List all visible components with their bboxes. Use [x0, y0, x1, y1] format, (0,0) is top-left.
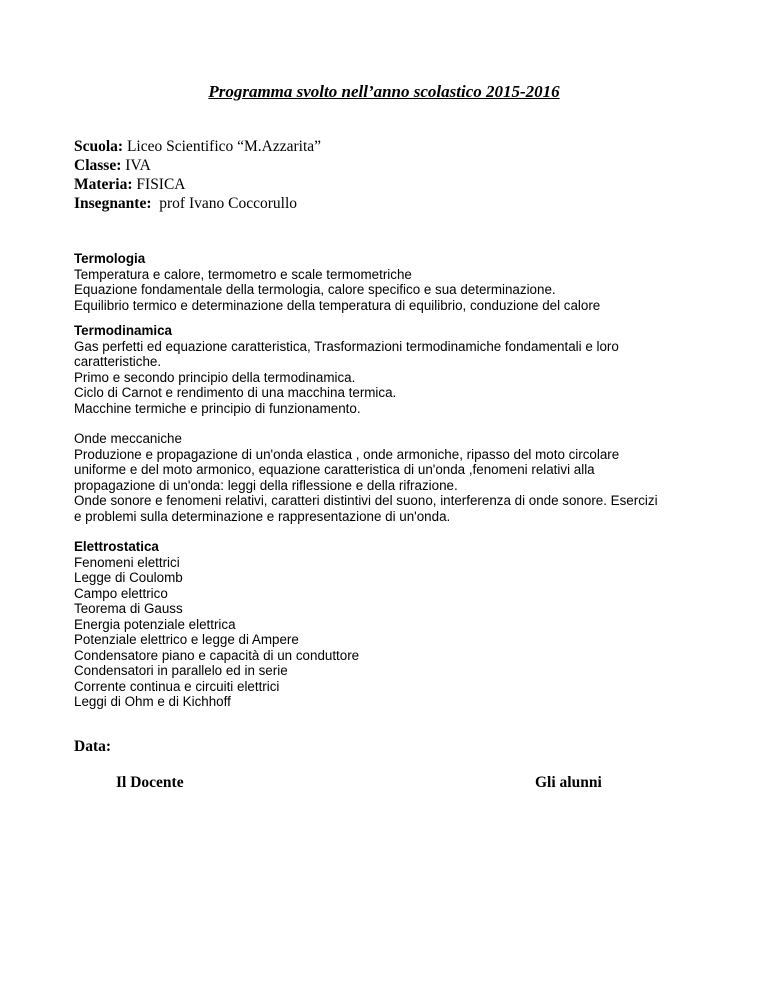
date-label: Data:	[74, 738, 112, 755]
section-line: Corrente continua e circuiti elettrici	[74, 678, 280, 694]
section-onde	[74, 431, 714, 524]
section-line: uniforme e del moto armonico, equazione caratteristica di un'onda ,fenomeni relativi alla	[74, 462, 595, 477]
section-heading: Termodinamica	[74, 323, 172, 338]
section-line: caratteristiche.	[74, 354, 162, 369]
section-line: Potenziale elettrico e legge di Ampere	[74, 632, 299, 647]
teacher-row	[74, 194, 321, 213]
section-line: Macchine termiche e principio di funzionamento.	[74, 400, 361, 416]
section-line: Equilibrio termico e determinazione della temperatura di equilibrio, conduzione del calore	[74, 297, 601, 313]
section-line: Energia potenziale elettrica	[74, 616, 236, 632]
school-value: Liceo Scientifico “M.Azzarita”	[123, 138, 322, 155]
section-line: e problemi sulla determinazione e rappresentazione di un'onda.	[74, 508, 451, 524]
document-title: Programma svolto nell’anno scolastico 2015-2016	[208, 82, 560, 101]
section-line: Fenomeni elettrici	[74, 554, 180, 570]
section-line: Legge di Coulomb	[74, 570, 183, 585]
section-heading: Elettrostatica	[74, 539, 159, 554]
section-line: Condensatori in parallelo ed in serie	[74, 663, 288, 678]
section-line: Leggi di Ohm e di Kichhoff	[74, 694, 231, 709]
subject-row	[74, 175, 321, 194]
section-line: Onde sonore e fenomeni relativi, caratteri distintivi del suono, interferenza di onde sonore. Esercizi	[74, 493, 658, 508]
section-line: Ciclo di Carnot e rendimento di una macchina termica.	[74, 385, 397, 400]
teacher-signature-label: Il Docente	[116, 774, 184, 791]
subject-value: FISICA	[132, 176, 186, 193]
section-line: Temperatura e calore, termometro e scale termometriche	[74, 266, 412, 282]
school-label: Scuola:	[74, 138, 124, 155]
section-line: Produzione e propagazione di un'onda elastica , onde armoniche, ripasso del moto circolare	[74, 446, 620, 462]
students-signature-label: Gli alunni	[535, 774, 602, 791]
class-label: Classe:	[74, 157, 122, 174]
school-row	[74, 137, 321, 156]
section-line: Gas perfetti ed equazione caratteristica, Trasformazioni termodinamiche fondamentali e loro	[74, 338, 619, 354]
section-line: Condensatore piano e capacità di un conduttore	[74, 647, 360, 663]
school-info	[74, 137, 321, 213]
section-line: Teorema di Gauss	[74, 601, 183, 616]
section-line: Campo elettrico	[74, 585, 168, 601]
subject-label: Materia:	[74, 176, 133, 193]
teacher-label: Insegnante:	[74, 195, 152, 212]
section-heading: Termologia	[74, 251, 146, 266]
section-line: Primo e secondo principio della termodinamica.	[74, 369, 356, 385]
section-termologia	[74, 251, 714, 313]
section-termodinamica	[74, 323, 714, 416]
section-heading: Onde meccaniche	[74, 431, 182, 446]
section-elettrostatica	[74, 539, 714, 710]
section-line: Equazione fondamentale della termologia, calore specifico e sua determinazione.	[74, 282, 556, 297]
class-value: IVA	[121, 157, 151, 174]
class-row	[74, 156, 321, 175]
teacher-value: prof Ivano Coccorullo	[151, 195, 298, 212]
section-line: propagazione di un'onda: leggi della riflessione e della rifrazione.	[74, 477, 458, 493]
